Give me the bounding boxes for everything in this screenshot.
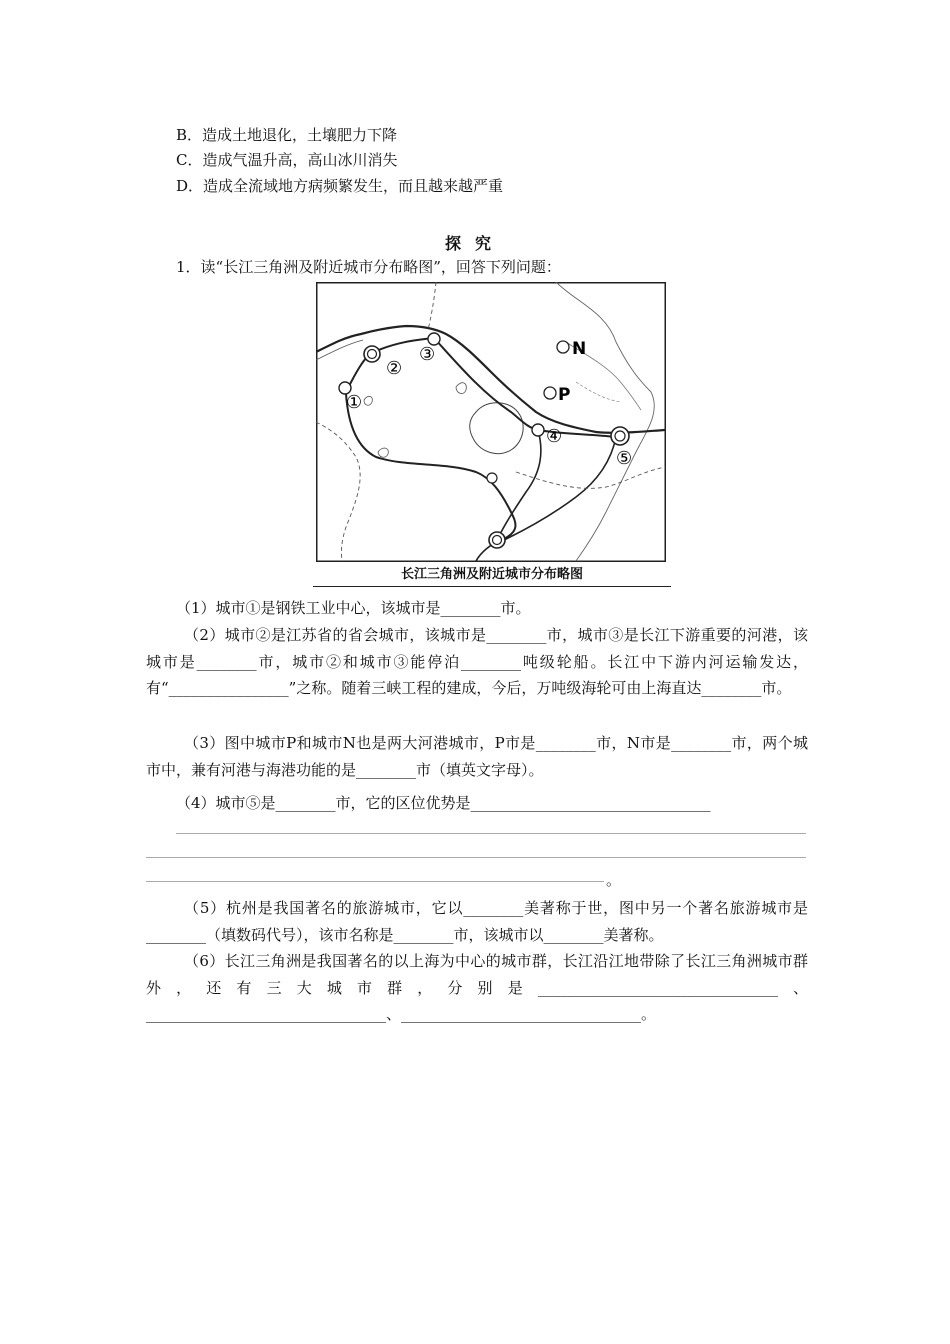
section-title: 探究 [444, 234, 505, 253]
city-p-marker [544, 387, 556, 399]
label-city-2: ② [386, 358, 403, 379]
question-1: （1）城市①是钢铁工业中心，该城市是________市。 [176, 599, 531, 617]
answer-line [146, 881, 604, 882]
option-d: D．造成全流域地方病频繁发生，而且越来越严重 [176, 177, 504, 195]
question-2: （2）城市②是江苏省的省会城市，该城市是________市，城市③是长江下游重要的河港，该城市是________市，城市②和城市③能停泊________吨级轮船。长江中下游内河运输发达，有“________________”之称。随着三峡工程的建成，今后，万吨级海轮可由上海直达________市。 [146, 626, 808, 697]
option-c: C．造成气温升高，高山冰川消失 [176, 151, 398, 169]
question-4: （4）城市⑤是________市，它的区位优势是________________________________ [176, 794, 711, 812]
question-5: （5）杭州是我国著名的旅游城市，它以________美著称于世，图中另一个著名旅游城市是________（填数码代号），该市名称是________市，该城市以________美著称。 [146, 899, 808, 944]
question-4-end: 。 [606, 871, 622, 889]
question-3: （3）图中城市P和城市N也是两大河港城市，P市是________市，N市是________市，两个城市中，兼有河港与海港功能的是________市（填英文字母）。 [146, 734, 808, 779]
city-marker [487, 473, 497, 483]
label-city-n: N [572, 339, 587, 359]
map-caption: 长江三角洲及附近城市分布略图 [313, 564, 671, 587]
question-6: （6）长江三角洲是我国著名的以上海为中心的城市群，长江沿江地带除了长江三角洲城市群外，还有三大城市群，分别是________________________________、________________________________、________________________________。 [146, 952, 808, 1023]
city-4-marker [532, 424, 544, 436]
answer-line [146, 857, 806, 858]
question-intro: 1．读“长江三角洲及附近城市分布略图”，回答下列问题： [176, 258, 561, 276]
yangtze-delta-map [316, 282, 666, 562]
label-city-p: P [558, 385, 571, 405]
label-city-3: ③ [419, 344, 436, 365]
city-n-marker [557, 341, 569, 353]
label-city-4: ④ [546, 426, 563, 447]
answer-line [176, 833, 806, 834]
label-city-5: ⑤ [616, 448, 633, 469]
option-b: B．造成土地退化，土壤肥力下降 [176, 126, 398, 144]
label-city-1: ① [346, 392, 363, 413]
